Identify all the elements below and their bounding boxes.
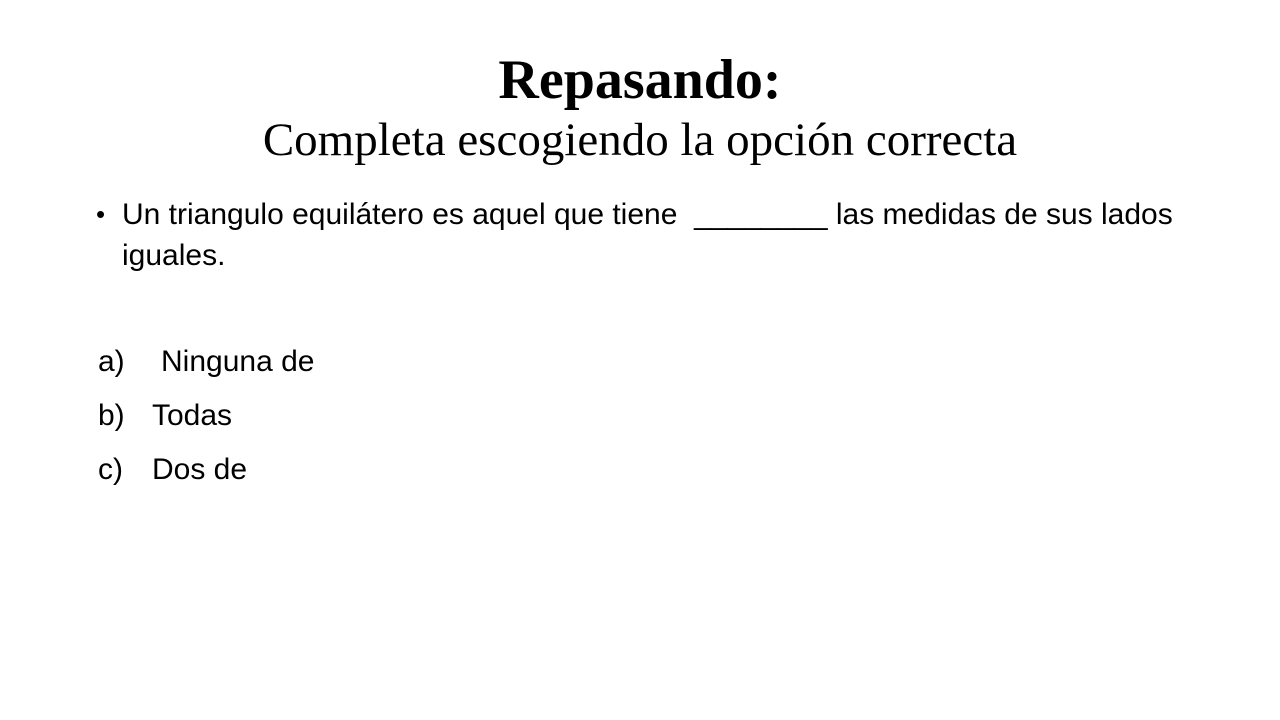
bullet-icon: • [96,199,106,229]
options-list [98,342,314,504]
question-text: Un triangulo equilátero es aquel que tiene ________ las medidas de sus lados iguales. [122,198,1182,272]
option-text: Todas [152,399,233,432]
question-item [96,194,1196,276]
option-text: Dos de [152,453,248,486]
option-letter: a) [98,345,125,378]
option-c [98,450,314,504]
option-letter: b) [98,399,125,432]
option-letter: c) [98,453,123,486]
slide-title: Repasando: [498,49,782,111]
option-b [98,396,314,450]
option-text: Ninguna de [161,345,315,378]
option-a [98,342,314,396]
slide-subtitle: Completa escogiendo la opción correcta [262,114,1018,166]
